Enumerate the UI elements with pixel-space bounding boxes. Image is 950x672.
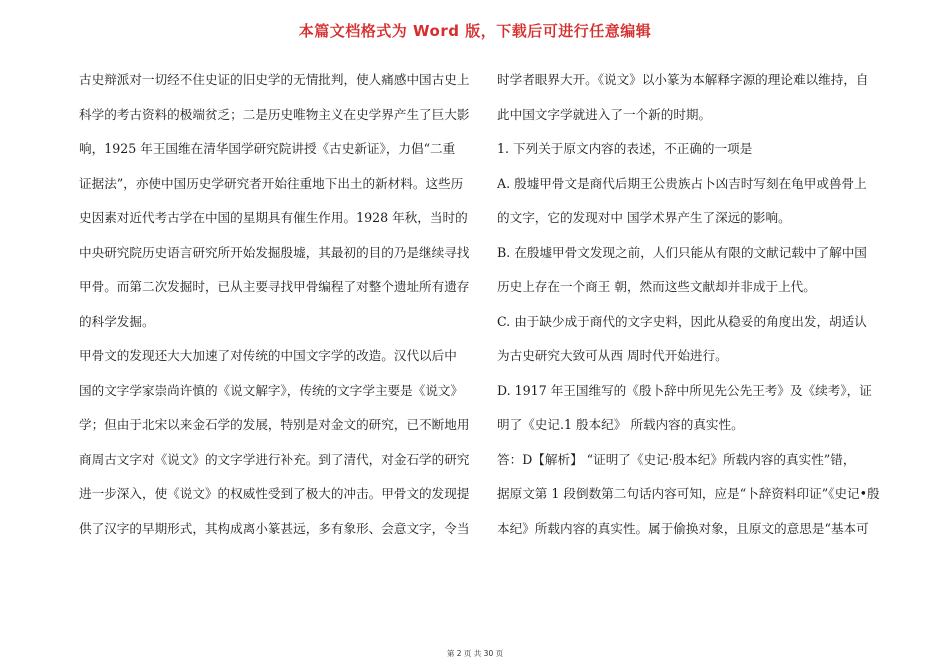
- option-b-continued: 历史上存在一个商王 朝，然而这些文献却并非成于上代。: [497, 279, 816, 294]
- text-line: 古史辩派对一切经不住史证的旧史学的无情批判，使人痛感中国古史上: [79, 72, 470, 87]
- option-d-continued: 明了《史记.1 殷本纪》 所载内容的真实性。: [497, 417, 744, 432]
- question-stem: 1. 下列关于原文内容的表述，不正确的一项是: [497, 141, 753, 156]
- option-a: A. 殷墟甲骨文是商代后期王公贵族占卜凶吉时写刻在龟甲或兽骨上: [497, 175, 867, 191]
- left-text-column: [79, 63, 475, 546]
- option-a-continued: 的文字，它的发现对中 国学术界产生了深远的影响。: [497, 210, 791, 225]
- option-c: C. 由于缺少成于商代的文字史料，因此从稳妥的角度出发，胡适认: [497, 313, 867, 329]
- answer-explanation: 据原文第 1 段倒数第二句话内容可知，应是“卜辞资料印证”《史记•殷: [497, 486, 880, 501]
- document-banner-title: 本篇文档格式为 Word 版，下载后可进行任意编辑: [298, 22, 652, 40]
- text-line: 进一步深入，使《说文》的权威性受到了极大的冲击。甲骨文的发现提: [79, 486, 470, 501]
- text-line: 供了汉字的早期形式，其构成离小篆甚远，多有象形、会意文字，令当: [79, 520, 470, 536]
- text-line: 学；但由于北宋以来金石学的发展，特别是对金文的研究，已不断地用: [79, 417, 470, 432]
- right-text-column: [497, 63, 887, 546]
- text-line: 科学的考古资料的极端贫乏；二是历史唯物主义在史学界产生了巨大影: [79, 106, 470, 122]
- option-c-continued: 为古史研究大致可从西 周时代开始进行。: [497, 348, 728, 363]
- option-b: B. 在殷墟甲骨文发现之前，人们只能从有限的文献记载中了解中国: [497, 244, 867, 260]
- text-line: 甲骨文的发现还大大加速了对传统的中国文字学的改造。汉代以后中: [79, 348, 457, 363]
- text-line: 中央研究院历史语言研究所开始发掘殷墟，其最初的目的乃是继续寻找: [79, 244, 470, 260]
- text-line: 证据法”，亦使中国历史学研究者开始往重地下出土的新材料。这些历: [79, 175, 464, 191]
- page-number: 第 2 页 共 30 页: [446, 649, 504, 658]
- text-line: 甲骨。而第二次发掘时，已从主要寻找甲骨编程了对整个遗址所有遗存: [79, 279, 470, 294]
- option-d: D. 1917 年王国维写的《殷卜辞中所见先公先王考》及《续考》，证: [497, 382, 872, 398]
- text-line: 响，1925 年王国维在清华国学研究院讲授《古史新证》，力倡“二重: [79, 141, 456, 156]
- text-line: 史因素对近代考古学在中国的星期具有催生作用。1928 年秋，当时的: [79, 210, 468, 225]
- text-line: 此中国文字学就进入了一个新的时期。: [497, 106, 712, 122]
- answer-line: 答：D【解析】 “证明了《史记·殷本纪》所载内容的真实性”错，: [497, 451, 856, 467]
- answer-explanation: 本纪》所载内容的真实性。属于偷换对象，且原文的意思是“基本可: [497, 520, 869, 536]
- text-line: 商周古文字对《说文》的文字学进行补充。到了清代，对金石学的研究: [79, 451, 470, 467]
- text-line: 的科学发掘。: [79, 313, 155, 329]
- text-line: 时学者眼界大开。《说文》以小篆为本解释字源的理论难以维持，自: [497, 72, 869, 87]
- text-line: 国的文字学家崇尚许慎的《说文解字》，传统的文字学主要是《说文》: [79, 382, 464, 398]
